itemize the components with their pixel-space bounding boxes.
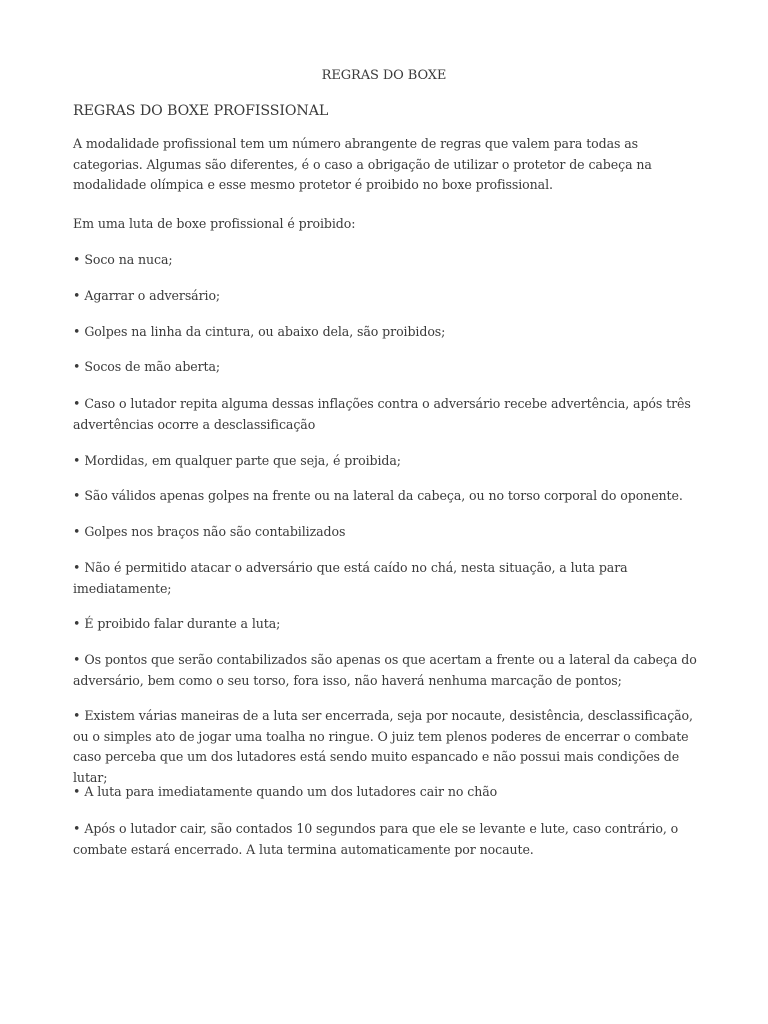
bullet-item: • Após o lutador cair, são contados 10 segundos para que ele se levante e lute, caso contrário, o combate estará encerrado. A luta termina automaticamente por nocaute. xyxy=(73,819,703,860)
bullet-item: • São válidos apenas golpes na frente ou na lateral da cabeça, ou no torso corporal do oponente. xyxy=(73,486,703,507)
bullet-item: • É proibido falar durante a luta; xyxy=(73,614,703,635)
bullet-item: • Existem várias maneiras de a luta ser encerrada, seja por nocaute, desistência, desclassificação, ou o simples ato de jogar uma toalha no ringue. O juiz tem plenos poderes de encerrar o combate caso perceba que um dos lutadores está sendo muito espancado e não possui mais condições de lutar; xyxy=(73,706,703,788)
bullet-item: • Mordidas, em qualquer parte que seja, é proibida; xyxy=(73,451,703,472)
document-title: REGRAS DO BOXE xyxy=(321,68,447,83)
bullet-item: • Agarrar o adversário; xyxy=(73,286,703,307)
bullet-item: • Os pontos que serão contabilizados são apenas os que acertam a frente ou a lateral da cabeça do adversário, bem como o seu torso, fora isso, não haverá nenhuma marcação de pontos; xyxy=(73,650,703,691)
bullet-item: • Golpes nos braços não são contabilizados xyxy=(73,522,703,543)
bullet-item: • A luta para imediatamente quando um dos lutadores cair no chão xyxy=(73,782,703,803)
bullet-item: • Não é permitido atacar o adversário que está caído no chá, nesta situação, a luta para imediatamente; xyxy=(73,558,703,599)
bullet-item: • Caso o lutador repita alguma dessas inflações contra o adversário recebe advertência, após três advertências ocorre a desclassificação xyxy=(73,394,703,435)
bullet-item: • Golpes na linha da cintura, ou abaixo dela, são proibidos; xyxy=(73,322,703,343)
document-subtitle: REGRAS DO BOXE PROFISSIONAL xyxy=(73,103,329,119)
lead-paragraph: Em uma luta de boxe profissional é proibido: xyxy=(73,216,356,231)
bullet-item: • Soco na nuca; xyxy=(73,250,703,271)
bullet-item: • Socos de mão aberta; xyxy=(73,357,703,378)
intro-paragraph: A modalidade profissional tem um número abrangente de regras que valem para todas as categorias. Algumas são diferentes, é o caso a obrigação de utilizar o protetor de cabeça na modalidade olímpica e esse mesmo protetor é proibido no boxe profissional. xyxy=(73,136,652,192)
